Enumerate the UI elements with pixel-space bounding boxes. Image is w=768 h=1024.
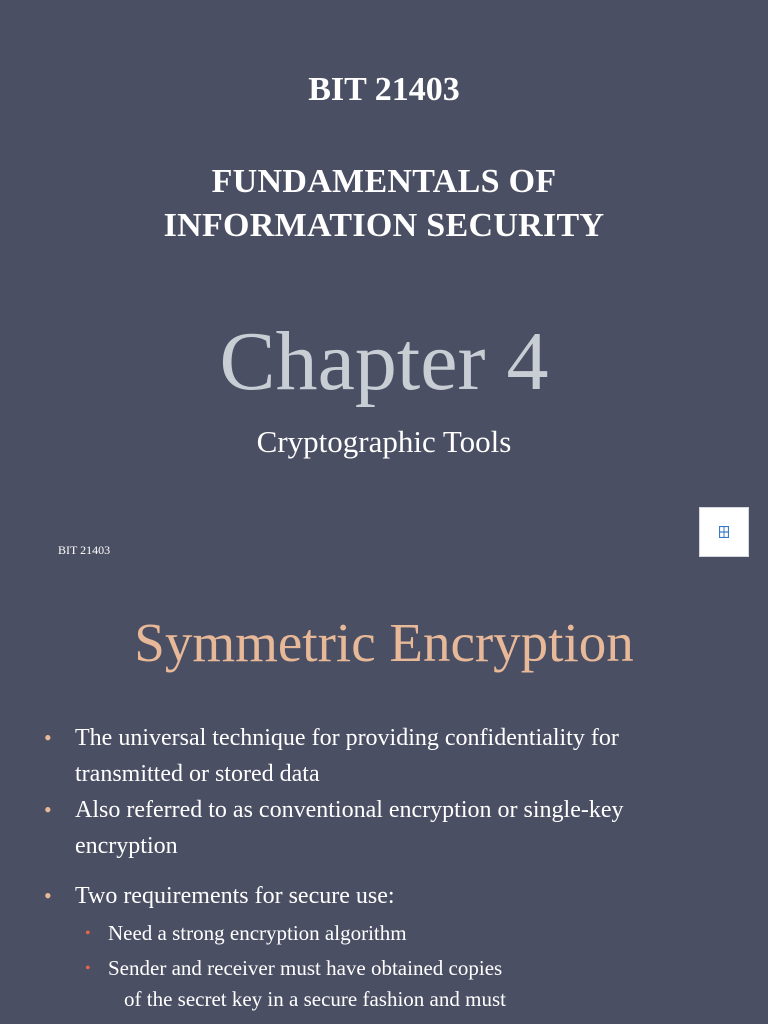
course-code: BIT 21403: [308, 71, 460, 108]
sub-bullet-text: Sender and receiver must have obtained copies: [108, 956, 503, 980]
course-title-line-2: INFORMATION SECURITY: [163, 207, 605, 244]
chapter-subtitle: Cryptographic Tools: [256, 424, 512, 459]
slide-thumbnail-button[interactable]: [699, 507, 749, 557]
bullet-item: [0, 792, 768, 864]
bullet-item: [0, 720, 768, 792]
sub-bullet-dot-icon: •: [85, 960, 91, 977]
course-title: [0, 160, 768, 248]
bullet-text: Two requirements for secure use:: [75, 883, 395, 909]
slide-2: [0, 580, 768, 1024]
sub-bullet-continuation: of the secret key in a secure fashion and must: [124, 987, 506, 1011]
chapter-title: Chapter 4: [219, 315, 549, 408]
bullet-text: The universal technique for providing confidentiality for transmitted or stored data: [75, 725, 619, 787]
sub-bullet-item: [0, 953, 768, 1015]
sub-bullet-item: [0, 918, 768, 949]
bullet-text: Also referred to as conventional encryption or single-key encryption: [75, 797, 624, 859]
bullet-list: [0, 720, 768, 1015]
course-title-line-1: FUNDAMENTALS OF: [211, 163, 557, 200]
bullet-dot-icon: •: [44, 797, 52, 822]
sub-bullet-text: Need a strong encryption algorithm: [108, 921, 407, 945]
sub-bullet-dot-icon: •: [85, 925, 91, 942]
slide-title: Symmetric Encryption: [134, 612, 634, 673]
bullet-item: [0, 878, 768, 914]
slide-thumbnail-icon: [719, 526, 729, 538]
bullet-dot-icon: •: [44, 883, 52, 908]
slide-footer: BIT 21403: [58, 543, 111, 557]
bullet-dot-icon: •: [44, 725, 52, 750]
